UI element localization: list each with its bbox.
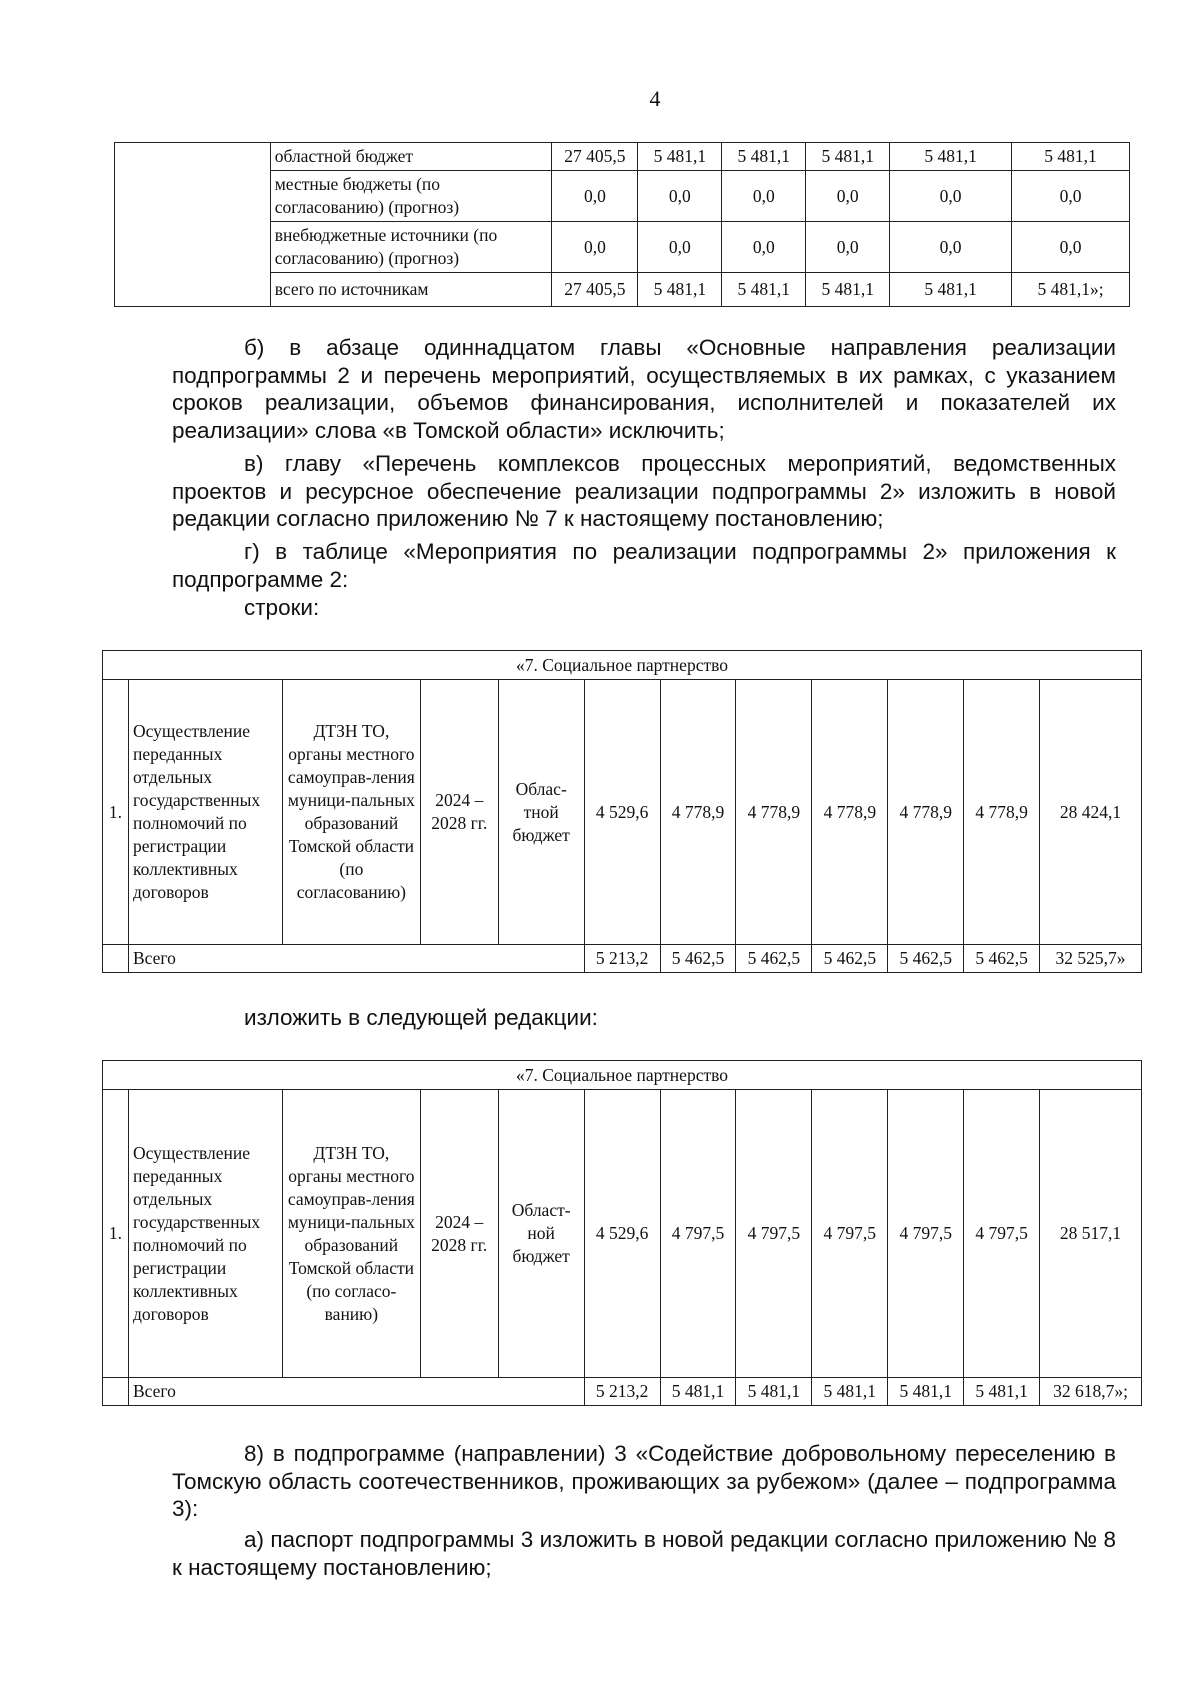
total-value: 32 525,7»: [1040, 945, 1142, 973]
total-value: 5 462,5: [736, 945, 812, 973]
activity-name: Осуществление переданных отдельных государственных полномочий по регистрации коллективных договоров: [128, 1090, 282, 1378]
value-cell: 0,0: [638, 222, 722, 273]
value-cell: 0,0: [1012, 171, 1130, 222]
table-row: [103, 1378, 1142, 1406]
row-number: 1.: [103, 680, 129, 945]
paragraph-b: [172, 334, 1116, 444]
activities-table-new: [102, 1060, 1142, 1406]
value-cell: 5 481,1»;: [1012, 273, 1130, 307]
value-cell: 5 481,1: [722, 273, 806, 307]
value-cell: 4 797,5: [964, 1090, 1040, 1378]
section-title: «7. Социальное партнерство: [103, 1061, 1142, 1090]
paragraph-v: [172, 450, 1116, 533]
value-cell: 0,0: [806, 171, 890, 222]
total-value: 5 213,2: [584, 1378, 660, 1406]
value-cell: 5 481,1: [638, 273, 722, 307]
table-row: [103, 1090, 1142, 1378]
value-cell: 4 778,9: [964, 680, 1040, 945]
value-cell: 4 778,9: [888, 680, 964, 945]
paragraph-g: [172, 538, 1116, 593]
source-label: областной бюджет: [270, 143, 552, 171]
value-cell: 4 797,5: [736, 1090, 812, 1378]
value-cell: 27 405,5: [552, 143, 638, 171]
value-cell: 0,0: [552, 222, 638, 273]
paragraph-text: строки:: [244, 595, 320, 620]
total-value: 5 462,5: [888, 945, 964, 973]
paragraph-text: б) в абзаце одиннадцатом главы «Основные направления реализации подпрограммы 2 и перечень мероприятий, осуществляемых в их рамках, с указанием сроков реализации, объемов финансирования, исполнителей и показателей их реализации» слова «в Томской области» исключить;: [172, 335, 1116, 443]
period: 2024 – 2028 гг.: [420, 1090, 498, 1378]
value-cell: 5 481,1: [638, 143, 722, 171]
paragraph-text: изложить в следующей редакции:: [244, 1005, 598, 1030]
source-label: местные бюджеты (по согласованию) (прогноз): [270, 171, 552, 222]
value-cell: 5 481,1: [722, 143, 806, 171]
total-value: 5 462,5: [812, 945, 888, 973]
value-cell: 4 797,5: [660, 1090, 736, 1378]
value-cell: 5 481,1: [890, 273, 1012, 307]
paragraph-izlozhit: [172, 1004, 1116, 1032]
row-number: 1.: [103, 1090, 129, 1378]
value-cell: 0,0: [722, 222, 806, 273]
total-value: 32 618,7»;: [1040, 1378, 1142, 1406]
paragraph-8a: [172, 1526, 1116, 1581]
value-cell: 0,0: [1012, 222, 1130, 273]
source-label: всего по источникам: [270, 273, 552, 307]
value-cell: 4 529,6: [584, 1090, 660, 1378]
page-number: 4: [649, 86, 661, 111]
total-value: 5 481,1: [964, 1378, 1040, 1406]
value-cell: 4 778,9: [660, 680, 736, 945]
paragraph-text: а) паспорт подпрограммы 3 изложить в новой редакции согласно приложению № 8 к настоящему постановлению;: [172, 1527, 1116, 1580]
total-value: 5 481,1: [660, 1378, 736, 1406]
funding-table: [114, 142, 1130, 307]
funding-source: Облас-тной бюджет: [498, 680, 584, 945]
executor: ДТЗН ТО, органы местного самоуправ-ления муници-пальных образований Томской области (по согласованию): [282, 680, 420, 945]
activity-name: Осуществление переданных отдельных государственных полномочий по регистрации коллективных договоров: [128, 680, 282, 945]
value-cell: 5 481,1: [1012, 143, 1130, 171]
value-cell: 28 424,1: [1040, 680, 1142, 945]
total-value: 5 213,2: [584, 945, 660, 973]
value-cell: 5 481,1: [806, 273, 890, 307]
total-value: 5 481,1: [812, 1378, 888, 1406]
paragraph-text: 8) в подпрограмме (направлении) 3 «Содействие добровольному переселению в Томскую область соотечественников, проживающих за рубежом» (далее – подпрограмма 3):: [172, 1441, 1116, 1521]
total-value: 5 481,1: [736, 1378, 812, 1406]
table-row: [115, 143, 1130, 171]
total-label: Всего: [128, 1378, 584, 1406]
value-cell: 5 481,1: [890, 143, 1012, 171]
source-label: внебюджетные источники (по согласованию) (прогноз): [270, 222, 552, 273]
table-row: [103, 680, 1142, 945]
section-title: «7. Социальное партнерство: [103, 651, 1142, 680]
value-cell: 4 778,9: [736, 680, 812, 945]
period: 2024 – 2028 гг.: [420, 680, 498, 945]
value-cell: 0,0: [722, 171, 806, 222]
value-cell: 27 405,5: [552, 273, 638, 307]
value-cell: 4 778,9: [812, 680, 888, 945]
value-cell: 0,0: [806, 222, 890, 273]
value-cell: 0,0: [890, 171, 1012, 222]
value-cell: 4 797,5: [888, 1090, 964, 1378]
value-cell: 5 481,1: [806, 143, 890, 171]
value-cell: 0,0: [638, 171, 722, 222]
executor: ДТЗН ТО, органы местного самоуправ-ления муници-пальных образований Томской области (по согласо-ванию): [282, 1090, 420, 1378]
value-cell: 0,0: [552, 171, 638, 222]
total-label: Всего: [128, 945, 584, 973]
total-value: 5 462,5: [660, 945, 736, 973]
value-cell: 4 797,5: [812, 1090, 888, 1378]
empty-cell: [103, 1378, 129, 1406]
table-row: [103, 945, 1142, 973]
value-cell: 0,0: [890, 222, 1012, 273]
table-row: [103, 651, 1142, 680]
paragraph-text: в) главу «Перечень комплексов процессных мероприятий, ведомственных проектов и ресурсное обеспечение реализации подпрограммы 2» изложить в новой редакции согласно приложению № 7 к настоящему постановлению;: [172, 451, 1116, 531]
activities-table-old: [102, 650, 1142, 973]
total-value: 5 481,1: [888, 1378, 964, 1406]
paragraph-text: г) в таблице «Мероприятия по реализации подпрограммы 2» приложения к подпрограмме 2:: [172, 539, 1116, 592]
total-value: 5 462,5: [964, 945, 1040, 973]
empty-cell: [103, 945, 129, 973]
table-row: [103, 1061, 1142, 1090]
funding-source: Област-ной бюджет: [498, 1090, 584, 1378]
value-cell: 4 529,6: [584, 680, 660, 945]
paragraph-8: [172, 1440, 1116, 1523]
value-cell: 28 517,1: [1040, 1090, 1142, 1378]
empty-cell: [115, 143, 271, 307]
paragraph-stroki: [172, 594, 1116, 622]
